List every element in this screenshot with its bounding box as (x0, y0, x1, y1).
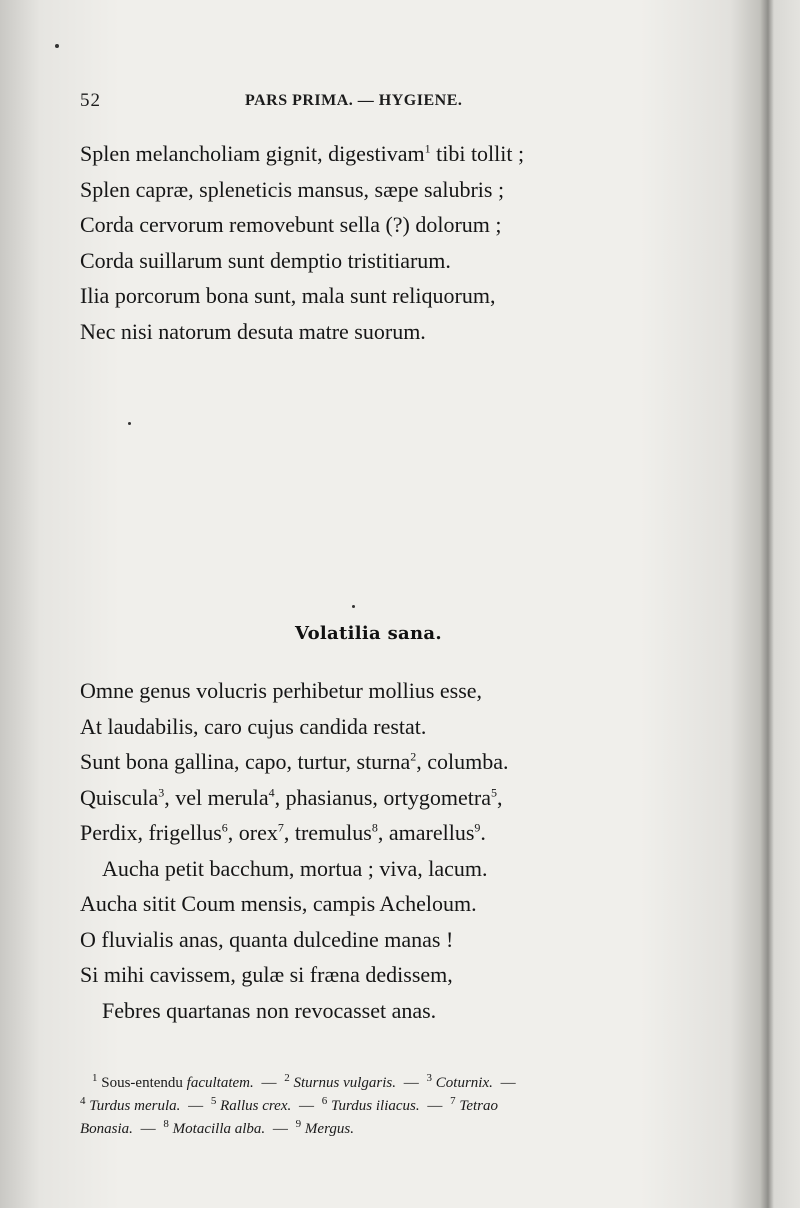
footnote-ref: 7 (277, 820, 284, 835)
verse-line: Ilia porcorum bona sunt, mala sunt reliquorum, (80, 283, 496, 308)
footnote-term: Turdus merula. (89, 1098, 181, 1114)
footnote-term: Rallus crex. (220, 1098, 292, 1114)
footnote-number: 7 (450, 1095, 456, 1107)
footnote-term: Mergus. (304, 1121, 354, 1137)
verse-line: Corda cervorum removebunt sella (?) dolorum ; (80, 212, 502, 237)
verse-stanza-spleen (80, 136, 720, 349)
ink-speck (55, 44, 59, 48)
verse-line: Nec nisi natorum desuta matre suorum. (80, 318, 426, 344)
footnotes (80, 1072, 712, 1141)
verse-line: Splen melancholiam gignit, digestivam$^1$ tibi tollit ; (80, 141, 525, 166)
verse-line: Sunt bona gallina, capo, turtur, sturna$^2$, columba. (80, 749, 509, 774)
footnote-line: $^4$ Turdus merula. — $^5$ Rallus crex. — $^6$ Turdus iliacus. — $^7$ Tetrao (80, 1095, 499, 1114)
footnote-line: Bonasia. — $^8$ Motacilla alba. — $^9$ Mergus. (80, 1118, 354, 1137)
footnote-ref: 4 (268, 785, 275, 800)
footnote-number: 6 (321, 1095, 328, 1107)
ink-speck (352, 605, 355, 608)
running-head: PARS PRIMA. — HYGIENE. (245, 92, 463, 109)
verse-line: Aucha sitit Coum mensis, campis Acheloum. (80, 891, 477, 916)
footnote-ref: 5 (490, 785, 497, 800)
verse-line: Quiscula$^3$, vel merula$^4$, phasianus, ortygometra$^5$, (80, 784, 503, 810)
footnote-number: 1 (92, 1072, 98, 1084)
footnote-ref: 3 (158, 785, 165, 800)
footnote-term: Sturnus vulgaris. (293, 1075, 397, 1091)
footnote-term: Tetrao (459, 1098, 499, 1114)
footnote-number: 3 (426, 1072, 433, 1084)
verse-line: Aucha petit bacchum, mortua ; viva, lacum. (102, 855, 488, 881)
section-title: Volatilia sana. (295, 623, 442, 644)
footnote-ref: 1 (424, 141, 431, 156)
footnote-number: 5 (210, 1095, 217, 1107)
footnote-number: 8 (163, 1118, 169, 1130)
verse-line: Febres quartanas non revocasset anas. (102, 997, 437, 1023)
footnote-term: Turdus iliacus. (330, 1098, 420, 1114)
verse-line: At laudabilis, caro cujus candida restat. (80, 713, 427, 739)
footnote-ref: 2 (410, 749, 417, 764)
verse-line: Splen capræ, spleneticis mansus, sæpe salubris ; (80, 176, 505, 202)
verse-line: Corda suillarum sunt demptio tristitiarum. (80, 247, 451, 273)
footnote-number: 4 (80, 1095, 86, 1107)
footnote-term: facultatem. (186, 1075, 254, 1091)
footnote-term: Motacilla alba. (172, 1121, 266, 1137)
footnote-term: Coturnix. (435, 1075, 493, 1091)
verse-line: Si mihi cavissem, gulæ si fræna dedissem, (80, 962, 453, 987)
verse-line: Perdix, frigellus$^6$, orex$^7$, tremulus$^8$, amarellus$^9$. (80, 820, 486, 845)
verse-line: O fluvialis anas, quanta dulcedine manas ! (80, 926, 454, 952)
ink-speck (128, 422, 131, 425)
footnote-line: $^1$ Sous-entendu facultatem. — $^2$ Sturnus vulgaris. — $^3$ Coturnix. — (92, 1072, 516, 1091)
footnote-number: 2 (284, 1072, 290, 1084)
footnote-number: 9 (295, 1118, 302, 1130)
page-number: 52 (80, 90, 101, 111)
verse-line: Omne genus volucris perhibetur mollius esse, (80, 678, 483, 703)
footnote-term: Bonasia. (80, 1121, 133, 1137)
verse-stanza-volatilia (80, 673, 720, 1028)
page-header (80, 90, 720, 118)
footnote-ref: 8 (371, 820, 378, 835)
footnote-ref: 9 (474, 820, 481, 835)
footnote-ref: 6 (221, 820, 228, 835)
